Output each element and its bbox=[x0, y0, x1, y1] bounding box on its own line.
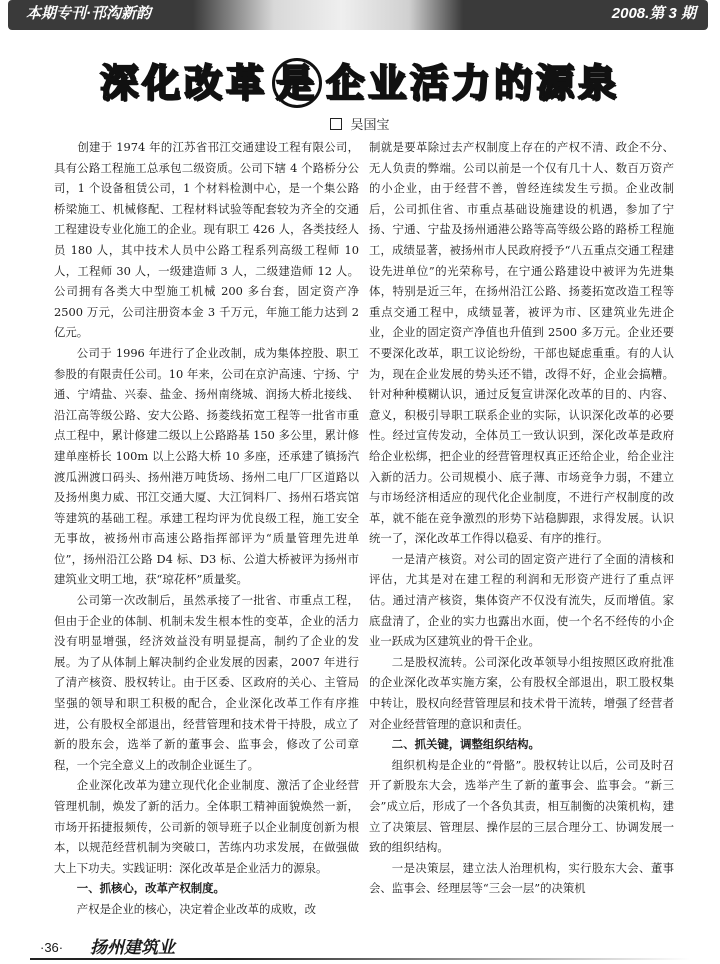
issue-number: 2008.第 3 期 bbox=[611, 5, 696, 22]
title-circled-char: 是 bbox=[272, 58, 322, 108]
paragraph: 制就是要革除过去产权制度上存在的产权不清、政企不分、无人负责的弊端。公司以前是一个仅有几十人、数百万资产的小企业，由于经营不善，曾经连续发生亏损。企业改制后，公司抓住省、市重点基础设施建设的机遇，参加了宁扬、宁通、宁盐及扬州通港公路等高等级公路的路桥工程施工，成绩显著，被扬州市人民政府授予“八五重点交通工程建设先进单位”的光荣称号，在宁通公路建设中被评为先进集体，特别是近三年，在扬州沿江公路、扬菱拓宽改造工程等重点交通工程中，成绩显著，被评为市、区建筑业先进企业，企业的固定资产净值也升值到 2500 多万元。企业还要不要深化改革，职工议论纷纷，干部也疑虑重重。有的人认为，现在企业发展的势头还不错，改得不好，企业会搞糟。针对种种模糊认识，通过反复宣讲深化改革的目的、内容、意义，积极引导职工联系企业的实际，认识深化改革的必要性。经过宣传发动，全体员工一致认识到，深化改革是政府给企业松绑，把企业的经营管理权真正还给企业，给企业注入新的活力。公司规模小、底子薄、市场竞争力弱，不建立与市场经济相适应的现代化企业制度，不进行产权制度的改革，就不能在竞争激烈的形势下站稳脚跟，求得发展。认识统一了，深化改革工作得以稳妥、有序的推行。 bbox=[369, 140, 674, 546]
right-column bbox=[369, 137, 674, 899]
title-part-1: 深化改革 bbox=[99, 61, 268, 105]
paragraph: 公司第一次改制后，虽然承接了一批省、市重点工程，但由于企业的体制、机制未发生根本性的变革，企业的活力没有明显增强，经济效益没有明显提高，制约了企业的发展。为了从体制上解决制约企业发展的因素，2007 年进行了清产核资、股权转让。由于区委、区政府的关心、主管局坚强的领导和职工积极的配合，企业深化改革工作有序推进，公有股权全部退出，经营管理和技术骨干持股，成立了新的股东会，选举了新的董事会、监事会，修改了公司章程，一个完全意义上的改制企业诞生了。 bbox=[54, 593, 359, 772]
footer-divider bbox=[30, 958, 690, 960]
left-column bbox=[54, 137, 359, 920]
paragraph: 产权是企业的核心，决定着企业改革的成败，改 bbox=[76, 901, 317, 916]
paragraph: 创建于 1974 年的江苏省邗江交通建设工程有限公司，具有公路工程施工总承包二级资质。公司下辖 4 个路桥分公司，1 个设备租赁公司，1 个材料检测中心，是一个集公路桥梁施工、机械修配、工程材料试验等配套较为齐全的交通工程建设专业化施工的企业。现有职工 426 人，各类技经人员 180 人，其中技术人员中公路工程系列高级工程师 10 人，工程师 30 人，一级建造师 3 人，二级建造师 12 人。公司拥有各类大中型施工机械 200 多台套，固定资产净 2500 万元，公司注册资本金 3 千万元，年施工能力达到 2 亿元。 bbox=[54, 140, 359, 340]
paragraph: 组织机构是企业的“骨骼”。股权转让以后，公司及时召开了新股东大会，选举产生了新的董事会、监事会。“新三会”成立后，形成了一个各负其责，相互制衡的决策机构，建立了决策层、管理层、操作层的三层合理分工、协调发展一致的组织结构。 bbox=[369, 757, 674, 855]
article-title bbox=[0, 52, 720, 108]
author-box-icon bbox=[330, 118, 342, 130]
paragraph: 一是清产核资。对公司的固定资产进行了全面的清核和评估，尤其是对在建工程的利润和无形资产进行了重点评估。通过清产核资，集体资产不仅没有流失，反而增值。家底盘清了，企业的实力也露出水面，使一个名不经传的小企业一跃成为区建筑业的骨干企业。 bbox=[369, 551, 674, 649]
paragraph: 二是股权流转。公司深化改革领导小组按照区政府批准的企业深化改革实施方案，公有股权全部退出，职工股权集中转让，股权向经营管理层和技术骨干流转，增强了经营者对企业经营管理的意识和责任。 bbox=[369, 654, 674, 731]
section-heading: 一、抓核心，改革产权制度。 bbox=[76, 881, 225, 896]
magazine-name: 扬州建筑业 bbox=[90, 938, 175, 958]
header-bar bbox=[8, 0, 708, 30]
section-title: 本期专刊·邗沟新韵 bbox=[26, 5, 151, 22]
page-number: ·36· bbox=[40, 940, 64, 955]
paragraph: 企业深化改革为建立现代化企业制度、激活了企业经营管理机制，焕发了新的活力。全体职工精神面貌焕然一新，市场开拓捷报频传，公司新的领导班子以企业制度创新为根本，以规范经营机制为突破口，苦练内功求发展，在做强做大上下功夫。实践证明：深化改革是企业活力的源泉。 bbox=[54, 778, 359, 875]
header-gradient bbox=[193, 0, 463, 30]
section-heading: 二、抓关键，调整组织结构。 bbox=[391, 737, 540, 752]
title-part-2: 企业活力的源泉 bbox=[326, 61, 621, 105]
paragraph: 公司于 1996 年进行了企业改制，成为集体控股、职工参股的有限责任公司。10 年来，公司在京沪高速、宁扬、宁通、宁靖盐、兴泰、盐金、扬州南绕城、润扬大桥北接线、沿江高等级公路、安大公路、扬菱线拓宽工程等一批省市重点工程中，累计修建二级以上公路路基 150 多公里，累计修建单座桥长 100m 以上公路大桥 10 多座，还承建了镇扬汽渡瓜洲渡口码头、扬州港万吨货场、扬州二电厂厂区道路以及扬州奥力威、邗江交通大厦、大江饲料厂、扬州石塔宾馆等建筑的基础工程。承建工程均评为优良级工程，施工安全无事故，被扬州市高速公路指挥部评为“质量管理先进单位”，扬州沿江公路 D4 标、D3 标、公道大桥被评为扬州市建筑业文明工地，获“琼花杯”质量奖。 bbox=[54, 345, 359, 587]
paragraph: 一是决策层，建立法人治理机构，实行股东大会、董事会、监事会、经理层等“三会一层”的决策机 bbox=[369, 860, 674, 896]
author-line bbox=[0, 114, 720, 133]
author-name: 吴国宝 bbox=[350, 118, 390, 133]
